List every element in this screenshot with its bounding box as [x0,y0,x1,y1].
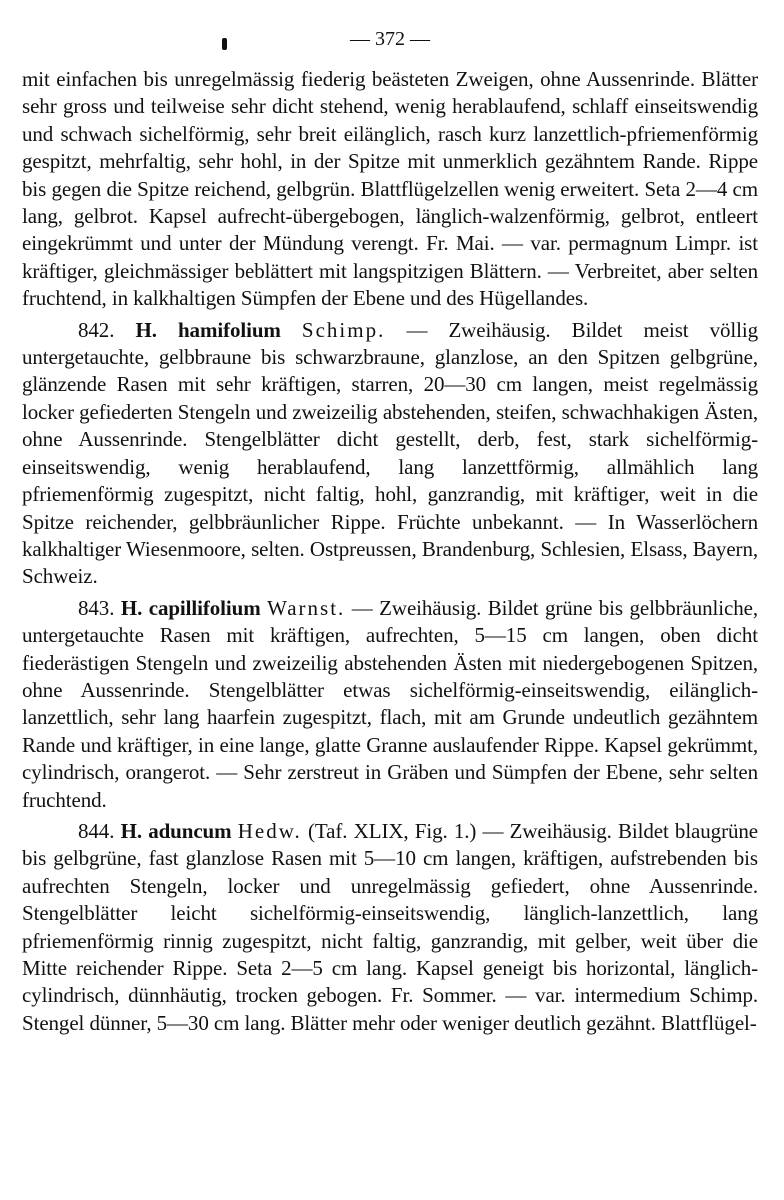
entry-author: Hedw. [237,818,302,843]
page-number: — 372 — [350,28,430,50]
entry-genus: H. [120,595,143,620]
entry-author: Schimp. [301,317,386,342]
entry-species: hamifolium [177,317,281,342]
entry-843 [22,595,758,814]
entry-number: 842. [78,317,115,342]
entry-number: 844. [78,818,115,843]
entry-genus: H. [135,317,157,342]
entry-844 [22,818,758,1037]
entry-species: aduncum [148,818,232,843]
entry-text: — Zweihäusig. Bildet grüne bis gelbbräunliche, untergetauchte Rasen mit kräftigen, aufrechten, 5—15 cm langen, oben dicht fiederästigen Stengeln und zweizeilig abstehenden Ästen mit niedergebogenen Spitzen, ohne Aussenrinde. Stengelblätter etwas sichelförmig-einseitswendig, eilänglich-lanzettlich, sehr lang haarfein zugespitzt, flach, mit am Grunde undeutlich gezähntem Rande und kräftiger, in eine lange, glatte Granne auslaufender Rippe. Kapsel gekrümmt, cylindrisch, orangerot. — Sehr zerstreut in Gräben und Sümpfen der Ebene, sehr selten fruchtend. [22,595,758,812]
entry-author: Warnst. [267,595,346,620]
entry-text: (Taf. XLIX, Fig. 1.) — Zweihäusig. Bildet blaugrüne bis gelbgrüne, fast glanzlose Rasen mit 5—10 cm langen, kräftigen, aufstrebenden bis aufrechten Stengeln, locker und unregelmässig gefiedert, ohne Aussenrinde. Stengelblätter leicht sichelförmig-einseitswendig, länglich-lanzettlich, lang pfriemenförmig rinnig zugespitzt, nicht faltig, ganzrandig, mit gelber, weit über die Mitte reichender Rippe. Seta 2—5 cm lang. Kapsel geneigt bis horizontal, länglich-cylindrisch, dünnhäutig, trocken gebogen. Fr. Sommer. — var. intermedium Schimp. Stengel dünner, 5—30 cm lang. Blätter mehr oder weniger deutlich gezähnt. Blattflügel- [22,818,758,1035]
entry-number: 843. [78,595,115,620]
entry-species: capillifolium [148,595,261,620]
body-text [22,66,758,1037]
entry-842 [22,317,758,591]
ink-mark [222,38,227,50]
paragraph-continuation: mit einfachen bis unregelmässig fiederig beästeten Zweigen, ohne Aussenrinde. Blätter sehr gross und teilweise sehr dicht stehend, wenig herablaufend, schlaff einseitswendig und schwach sichelförmig, sehr breit eilänglich, rasch kurz lanzettlich-pfriemenförmig gespitzt, mehrfaltig, sehr hohl, in der Spitze mit unmerklich gezähntem Rande. Rippe bis gegen die Spitze reichend, gelbgrün. Blattflügelzellen wenig erweitert. Seta 2—4 cm lang, gelbrot. Kapsel aufrecht-übergebogen, länglich-walzenförmig, gelbrot, entleert eingekrümmt und unter der Mündung verengt. Fr. Mai. — var. permagnum Limpr. ist kräftiger, gleichmässiger beblättert mit langspitzigen Blättern. — Verbreitet, aber selten fruchtend, in kalkhaltigen Sümpfen der Ebene und des Hügellandes. [22,67,758,311]
entry-text: — Zweihäusig. Bildet meist völlig untergetauchte, gelbbraune bis schwarzbraune, glanzlose, an den Spitzen gelbgrüne, glänzende Rasen mit sehr kräftigen, starren, 20—30 cm langen, meist regelmässig locker gefiederten Stengeln und zweizeilig abstehenden, steifen, schwachhakigen Ästen, ohne Aussenrinde. Stengelblätter dicht gestellt, derb, fest, stark sichelförmig-einseitswendig, wenig herablaufend, lang lanzettförmig, allmählich lang pfriemenförmig zugespitzt, nicht faltig, hohl, ganzrandig, mit kräftiger, weit in die Spitze reichender, gelbbräunlicher Rippe. Früchte unbekannt. — In Wasserlöchern kalkhaltiger Wiesenmoore, selten. Ostpreussen, Brandenburg, Schlesien, Elsass, Bayern, Schweiz. [22,317,758,589]
entry-genus: H. [120,818,142,843]
